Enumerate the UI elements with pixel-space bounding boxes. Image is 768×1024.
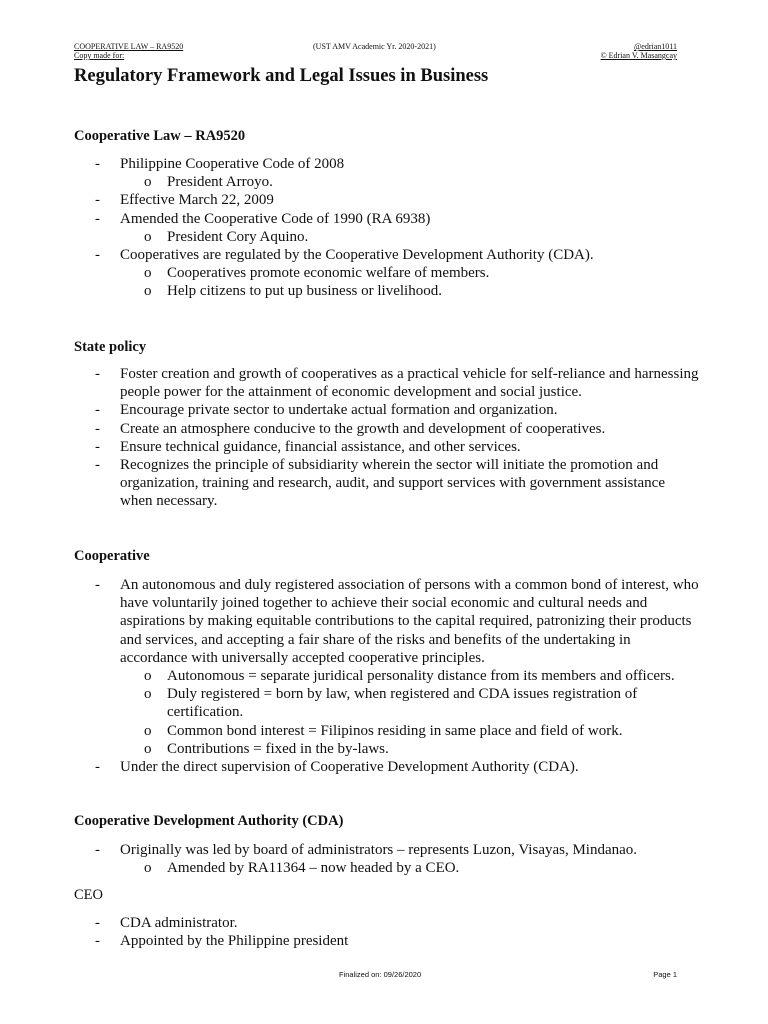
list-item: - Amended the Cooperative Code of 1990 (RA 6938) o President Cory Aquino. [0,210,700,246]
list-item: - Cooperatives are regulated by the Cooperative Development Authority (CDA). o Cooperatives promote economic welfare of members. o Help citizens to put up business or livelihood. [0,246,700,301]
section-heading-cda: Cooperative Development Authority (CDA) [74,813,344,829]
sub-list-item: o President Cory Aquino. [120,228,697,246]
section-heading-ceo: CEO [74,887,103,903]
header-academic-year: (UST AMV Academic Yr. 2020-2021) [313,42,436,51]
list-item: - Foster creation and growth of cooperatives as a practical vehicle for self-reliance and harnessing people power for the attainment of economic development and social justice. [0,365,700,401]
footer-page-number: Page 1 [653,970,677,979]
sub-list-item: o Common bond interest = Filipinos residing in same place and field of work. [120,722,697,740]
header-copy-made-for: Copy made for: [74,51,125,60]
section-heading-cooperative: Cooperative [74,548,150,564]
list-item: - Effective March 22, 2009 [0,191,700,209]
list-item: - Philippine Cooperative Code of 2008 o President Arroyo. [0,155,700,191]
ceo-list [0,914,768,950]
list-item: - Ensure technical guidance, financial assistance, and other services. [0,438,700,456]
list-item: - Create an atmosphere conducive to the growth and development of cooperatives. [0,420,700,438]
header-copyright: © Edrian V. Masangcay [600,51,677,60]
sub-list-item: o Autonomous = separate juridical personality distance from its members and officers. [120,667,697,685]
footer-finalized-date: Finalized on: 09/26/2020 [339,970,422,979]
list-item: - An autonomous and duly registered association of persons with a common bond of interest, who have voluntarily joined together to achieve their social economic and cultural needs and aspirations by making equitable contributions to the capital required, patronizing their products and services, and accepting a fair share of the risks and benefits of the undertaking in accordance with universally accepted cooperative principles. o Autonomous = separate juridical personality distance from its members and officers. o Duly registered = born by law, when registered and CDA issues registration of certification. o Common bond interest = Filipinos residing in same place and field of work. o Contributions = fixed in the by-laws. [0,576,700,758]
list-item: - Recognizes the principle of subsidiarity wherein the sector will initiate the promotion and organization, training and research, audit, and support services with government assistance when necessary. [0,456,700,511]
list-item: - Under the direct supervision of Cooperative Development Authority (CDA). [0,758,700,776]
section-heading-coop-law: Cooperative Law – RA9520 [74,128,246,144]
sub-list-item: o Cooperatives promote economic welfare of members. [120,264,697,282]
list-item: - Originally was led by board of administrators – represents Luzon, Visayas, Mindanao. o Amended by RA11364 – now headed by a CEO. [0,841,700,877]
sub-list-item: o Amended by RA11364 – now headed by a CEO. [120,859,697,877]
list-item: - Appointed by the Philippine president [0,932,700,950]
coop-law-list [0,155,768,301]
cda-list [0,841,768,877]
section-heading-state-policy: State policy [74,339,147,355]
header-author-handle: @edrian1011 [633,42,677,51]
list-item: - Encourage private sector to undertake actual formation and organization. [0,401,700,419]
sub-list-item: o Duly registered = born by law, when registered and CDA issues registration of certification. [120,685,697,721]
sub-list-item: o President Arroyo. [120,173,697,191]
sub-list-item: o Help citizens to put up business or livelihood. [120,282,697,300]
page-title: Regulatory Framework and Legal Issues in Business [74,66,489,86]
state-policy-list [0,365,768,511]
sub-list-item: o Contributions = fixed in the by-laws. [120,740,697,758]
header-course-title: COOPERATIVE LAW – RA9520 [74,42,184,51]
list-item: - CDA administrator. [0,914,700,932]
cooperative-list [0,576,768,776]
